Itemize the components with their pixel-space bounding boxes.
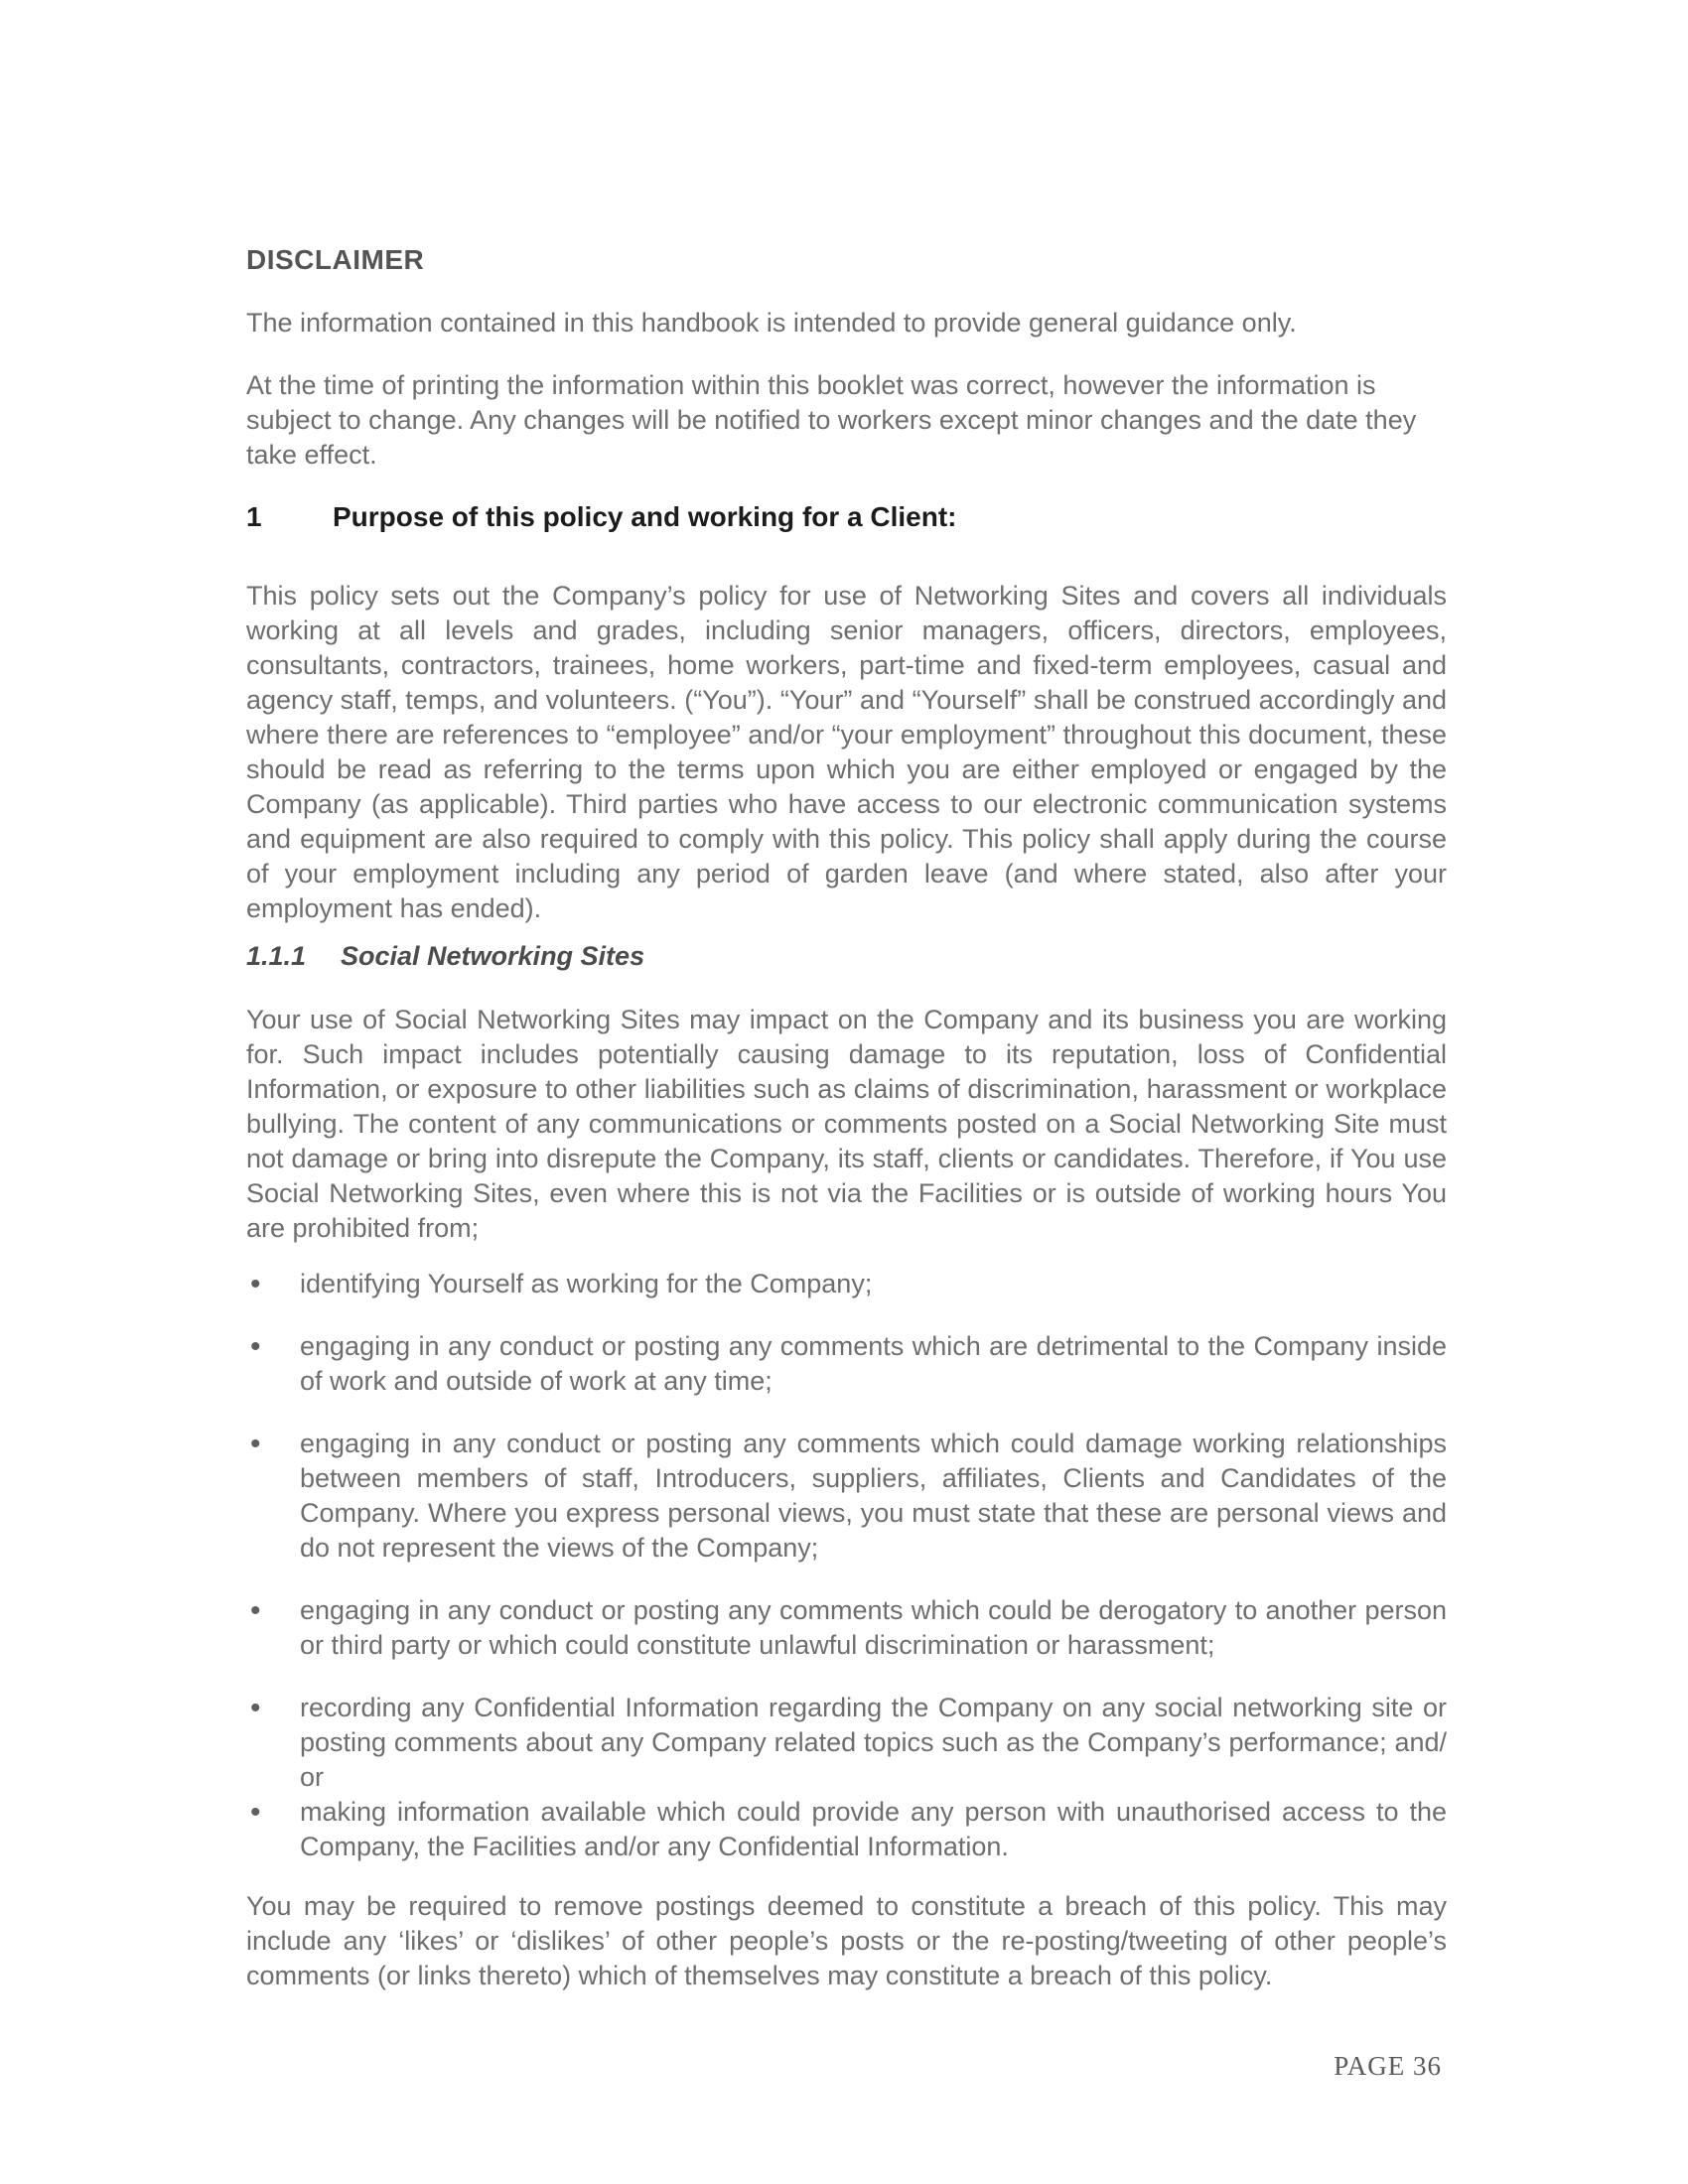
section-heading — [246, 499, 1447, 534]
subsection-number: 1.1.1 — [246, 941, 307, 971]
section-body-paragraph: This policy sets out the Company’s policy for use of Networking Sites and covers all individuals working at all levels and grades, including senior managers, officers, directors, employees, consultants, contractors, trainees, home workers, part-time and fixed-term employees, casual and agency staff, temps, and volunteers. (“You”). “Your” and “Yourself” shall be construed accordingly and where there are references to “employee” and/or “your employment” throughout this document, these should be read as referring to the terms upon which you are either employed or engaged by the Company (as applicable). Third parties who have access to our electronic communication systems and equipment are also required to comply with this policy. This policy shall apply during the course of your employment including any period of garden leave (and where stated, also after your employment has ended). — [246, 581, 1447, 923]
list-item: • making information available which could provide any person with unauthorised access to the Company, the Facilities and/or any Confidential Information. — [246, 1795, 1447, 1864]
closing-paragraph: You may be required to remove postings deemed to constitute a breach of this policy. This may include any ‘likes’ or ‘dislikes’ of other people’s posts or the re-posting/tweeting of other people’s comments (or links thereto) which of themselves may constitute a breach of this policy. — [246, 1891, 1447, 1990]
disclaimer-heading: DISCLAIMER — [246, 244, 425, 275]
disclaimer-paragraph-1: The information contained in this handbook is intended to provide general guidance only. — [246, 308, 1297, 338]
list-item: • identifying Yourself as working for the Company; — [246, 1267, 1447, 1301]
section-number: 1 — [246, 501, 262, 532]
list-item: • engaging in any conduct or posting any comments which could damage working relationships between members of staff, Introducers, suppliers, affiliates, Clients and Candidates of the Company. Where you express personal views, you must state that these are personal views and do not represent the views of the Company; — [246, 1427, 1447, 1566]
list-item: • engaging in any conduct or posting any comments which are detrimental to the Company inside of work and outside of work at any time; — [246, 1329, 1447, 1399]
document-content — [246, 242, 1447, 1993]
section-title: Purpose of this policy and working for a Client: — [333, 501, 957, 532]
prohibited-actions-list — [246, 1267, 1447, 1864]
disclaimer-paragraph-2: At the time of printing the information within this booklet was correct, however the information is subject to change. Any changes will be notified to workers except minor changes and the date they take effect. — [246, 370, 1417, 470]
subsection-body-paragraph: Your use of Social Networking Sites may impact on the Company and its business you are working for. Such impact includes potentially causing damage to its reputation, loss of Confidential Information, or exposure to other liabilities such as claims of discrimination, harassment or workplace bullying. The content of any communications or comments posted on a Social Networking Site must not damage or bring into disrepute the Company, its staff, clients or candidates. Therefore, if You use Social Networking Sites, even where this is not via the Facilities or is outside of working hours You are prohibited from; — [246, 1005, 1447, 1243]
page-number-footer: PAGE 36 — [1334, 2051, 1442, 2081]
list-item: • recording any Confidential Information regarding the Company on any social networking site or posting comments about any Company related topics such as the Company’s performance; and/ or — [246, 1691, 1447, 1795]
subsection-heading — [246, 939, 1447, 974]
list-item: • engaging in any conduct or posting any comments which could be derogatory to another person or third party or which could constitute unlawful discrimination or harassment; — [246, 1593, 1447, 1663]
subsection-title: Social Networking Sites — [341, 941, 645, 971]
